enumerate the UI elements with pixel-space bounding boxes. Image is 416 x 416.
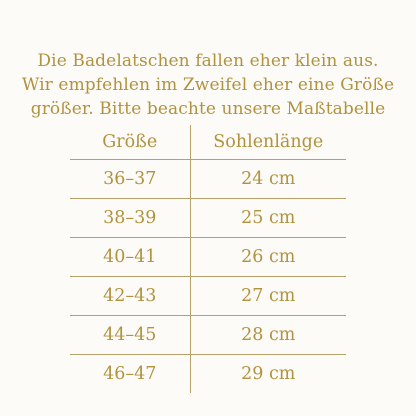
size-cell: 42–43 <box>70 277 190 316</box>
size-cell: 40–41 <box>70 238 190 277</box>
size-cell: 38–39 <box>70 199 190 238</box>
size-cell: 36–37 <box>70 160 190 199</box>
table-row <box>70 277 346 316</box>
sole-length-cell: 24 cm <box>190 160 346 199</box>
intro-line: Wir empfehlen im Zweifel eher eine Größe <box>21 75 395 95</box>
sole-length-cell: 27 cm <box>190 277 346 316</box>
header-sole-length: Sohlenlänge <box>190 125 346 160</box>
header-size: Größe <box>70 125 190 160</box>
table-row <box>70 199 346 238</box>
table-row <box>70 316 346 355</box>
sole-length-cell: 25 cm <box>190 199 346 238</box>
intro-text <box>0 49 416 121</box>
table-row <box>70 355 346 394</box>
size-table <box>70 125 346 393</box>
sole-length-cell: 26 cm <box>190 238 346 277</box>
size-cell: 44–45 <box>70 316 190 355</box>
table-row <box>70 160 346 199</box>
sole-length-cell: 28 cm <box>190 316 346 355</box>
sole-length-cell: 29 cm <box>241 364 296 384</box>
table-header-row <box>70 125 346 160</box>
intro-line: Die Badelatschen fallen eher klein aus. <box>37 51 379 71</box>
size-cell: 46–47 <box>70 355 190 394</box>
table-row <box>70 238 346 277</box>
intro-line: größer. Bitte beachte unsere Maßtabelle <box>30 99 386 119</box>
